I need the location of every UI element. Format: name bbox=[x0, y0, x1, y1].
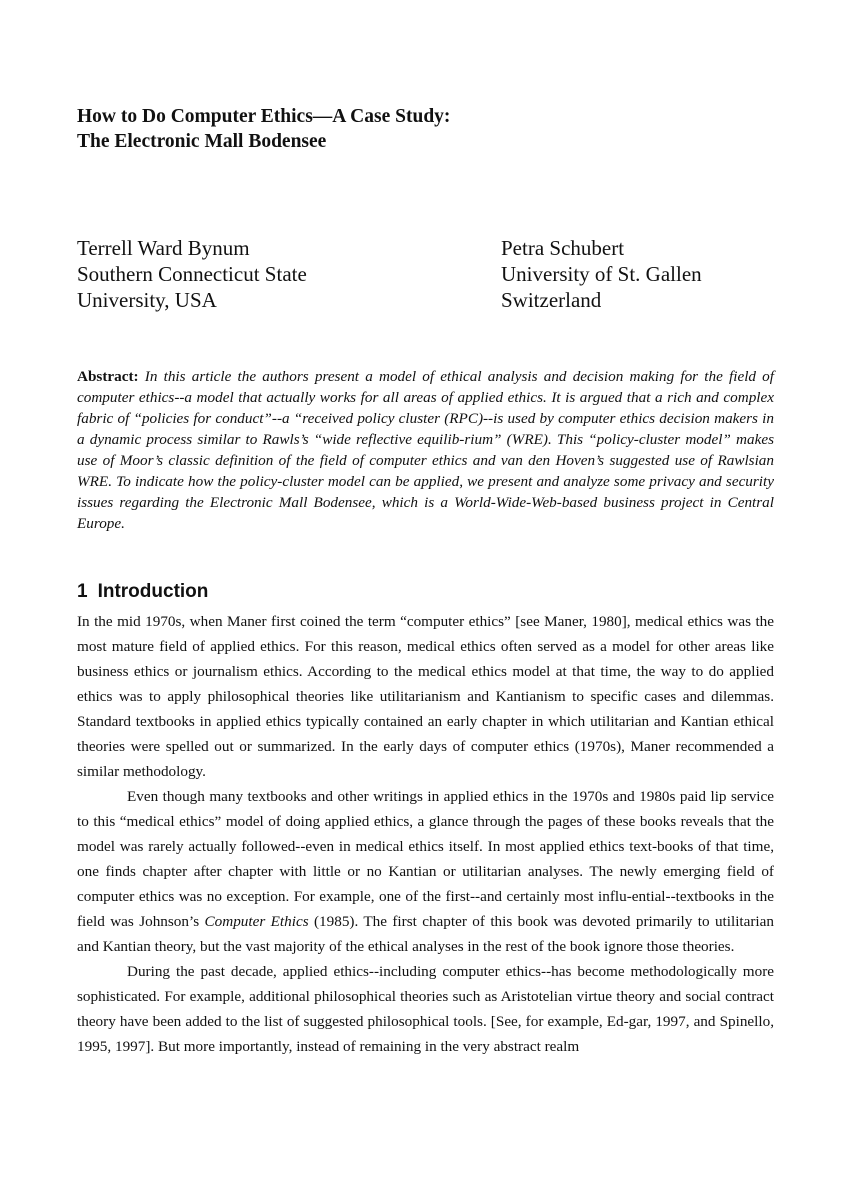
author-name: Petra Schubert bbox=[501, 236, 625, 260]
title-line-1: How to Do Computer Ethics—A Case Study: bbox=[77, 106, 451, 127]
section-title: Introduction bbox=[97, 581, 209, 602]
author-affiliation-line: University, USA bbox=[77, 288, 217, 312]
paragraph-1: In the mid 1970s, when Maner first coined the term “computer ethics” [see Maner, 1980], medical ethics was the most mature field of applied ethics. For this reason, medical ethics often served as a model for other areas like business ethics or journalism ethics. According to the medical ethics model at that time, the way to do applied ethics was to apply philosophical theories like utilitarianism and Kantianism to specific cases and dilemmas. Standard textbooks in applied ethics typically contained an early chapter in which utilitarian and Kantian ethical theories were spelled out or summarized. In the early days of computer ethics (1970s), Maner recommended a similar methodology. bbox=[77, 613, 774, 780]
paragraph-3: During the past decade, applied ethics--including computer ethics--has become methodologically more sophisticated. For example, additional philosophical theories such as Aristotelian virtue theory and social contract theory have been added to the list of suggested philosophical tools. [See, for example, Ed-gar, 1997, and Spinello, 1995, 1997]. But more importantly, instead of remaining in the very abstract realm bbox=[77, 963, 774, 1055]
author-name: Terrell Ward Bynum bbox=[77, 236, 250, 260]
author-block-2 bbox=[501, 235, 702, 313]
book-title-computer-ethics: Computer Ethics bbox=[204, 913, 309, 930]
abstract bbox=[77, 366, 774, 534]
author-affiliation-line: Southern Connecticut State bbox=[77, 262, 307, 286]
body-text bbox=[77, 609, 774, 1059]
section-heading-introduction bbox=[77, 580, 208, 604]
abstract-label: Abstract: bbox=[77, 368, 139, 385]
author-block-1 bbox=[77, 235, 307, 313]
paragraph-2-text-a: Even though many textbooks and other writings in applied ethics in the 1970s and 1980s paid lip service to this “medical ethics” model of doing applied ethics, a glance through the pages of these books reveals that the model was rarely actually followed--even in medical ethics itself. In most applied ethics text-books of that time, one finds chapter after chapter with little or no Kantian or utilitarian analyses. The newly emerging field of computer ethics was no exception. For example, one of the first--and certainly most influ-ential--textbooks in the field was Johnson’s bbox=[77, 788, 774, 930]
author-affiliation-line: University of St. Gallen bbox=[501, 262, 702, 286]
abstract-text: In this article the authors present a model of ethical analysis and decision making for the field of computer ethics--a model that actually works for all areas of applied ethics. It is argued that a rich and complex fabric of “policies for conduct”--a “received policy cluster (RPC)--is used by computer ethics decision makers in a dynamic process similar to Rawls’s “wide reflective equilib-rium” (WRE). This “policy-cluster model” makes use of Moor’s classic definition of the field of computer ethics and van den Hoven’s suggested use of Rawlsian WRE. To indicate how the policy-cluster model can be applied, we present and analyze some privacy and security issues regarding the Electronic Mall Bodensee, which is a World-Wide-Web-based business project in Central Europe. bbox=[77, 368, 774, 532]
section-number: 1 bbox=[77, 581, 88, 602]
paper-title bbox=[77, 104, 774, 154]
author-affiliation-line: Switzerland bbox=[501, 288, 602, 312]
title-line-2: The Electronic Mall Bodensee bbox=[77, 131, 327, 152]
paragraph-2 bbox=[77, 784, 774, 959]
paragraph-2-text-b: (1985). The first chapter of this book was devoted primarily to utilitarian and Kantian theory, but the vast majority of the ethical analyses in the rest of the book ignore those theories. bbox=[77, 913, 774, 955]
